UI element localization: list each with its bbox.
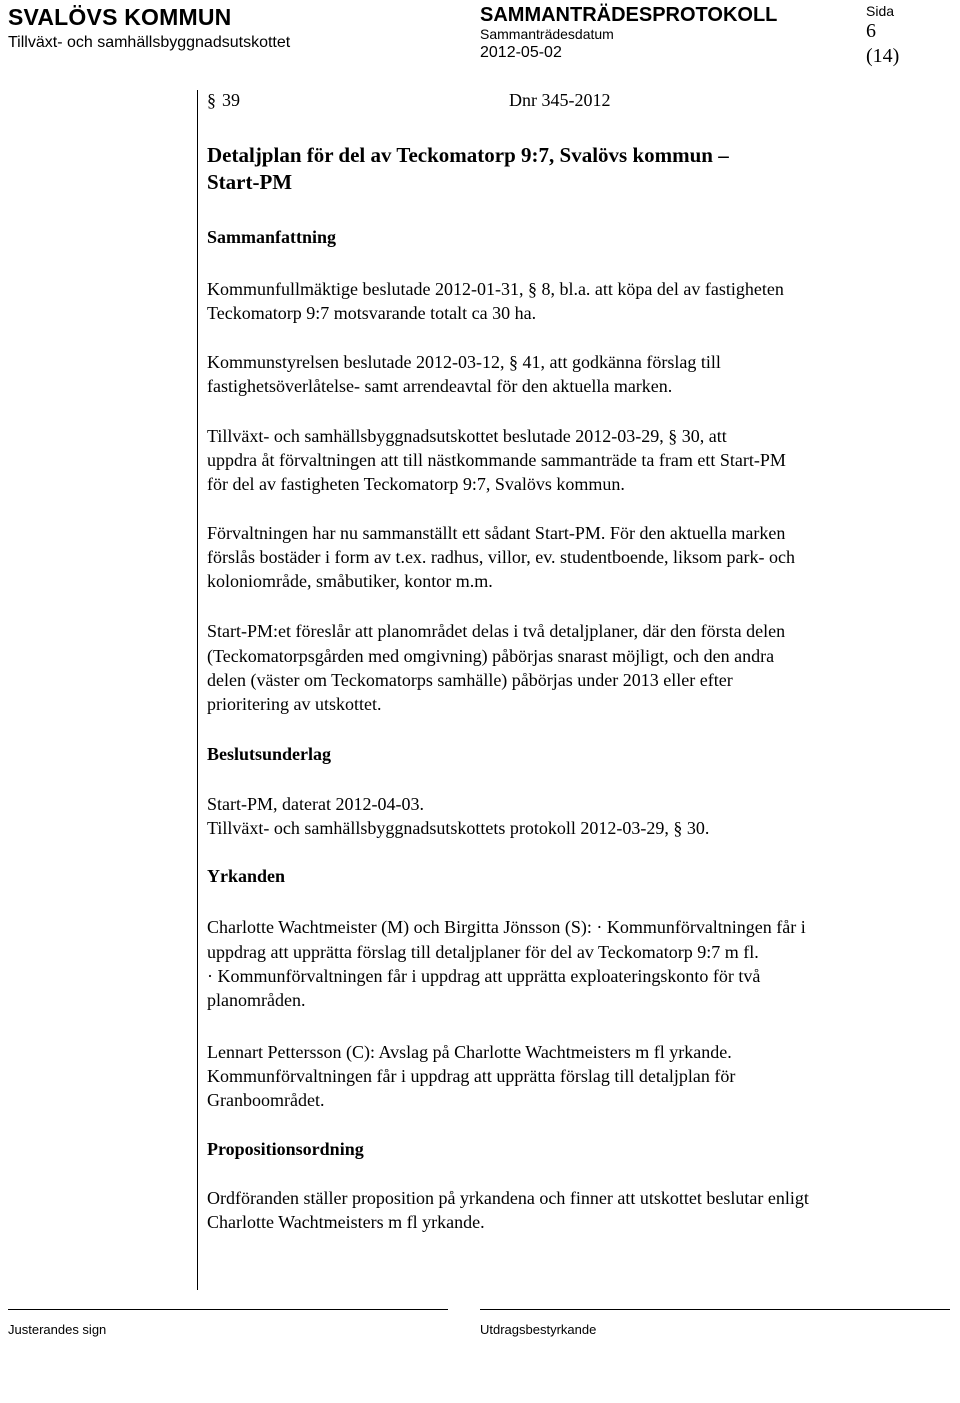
- case-number: Dnr 345-2012: [509, 90, 611, 110]
- summary-paragraph-2-line: fastighetsöverlåtelse- samt arrendeavtal för den aktuella marken.: [207, 376, 673, 396]
- summary-paragraph-5-line: Start-PM:et föreslår att planområdet delas i två detaljplaner, där den första delen: [207, 621, 786, 641]
- margin-rule: [197, 90, 198, 1290]
- summary-paragraph-1-line: Kommunfullmäktige beslutade 2012-01-31, § 8, bl.a. att köpa del av fastigheten: [207, 279, 784, 299]
- document-type: SAMMANTRÄDESPROTOKOLL: [480, 4, 778, 26]
- section-sign: §: [207, 90, 216, 110]
- committee-name: Tillväxt- och samhällsbyggnadsutskottet: [8, 34, 291, 51]
- order-line: Ordföranden ställer proposition på yrkandena och finner att utskottet beslutar enligt: [207, 1188, 809, 1208]
- summary-paragraph-5-line: delen (väster om Teckomatorps samhälle) påbörjas under 2013 eller efter: [207, 670, 733, 690]
- page-total: (14): [866, 45, 900, 67]
- summary-paragraph-4-line: koloniområde, småbutiker, kontor m.m.: [207, 571, 493, 591]
- page-number: 6: [866, 20, 876, 42]
- summary-paragraph-1-line: Teckomatorp 9:7 motsvarande totalt ca 30 ha.: [207, 303, 537, 323]
- claims-paragraph-2-line: Kommunförvaltningen får i uppdrag att upprätta förslag till detaljplan för: [207, 1066, 736, 1086]
- summary-paragraph-3-line: uppdra åt förvaltningen att till nästkommande sammanträde ta fram ett Start-PM: [207, 450, 786, 470]
- section-number: 39: [222, 90, 240, 110]
- case-title-cont: Start-PM: [207, 170, 293, 194]
- summary-paragraph-5-line: prioritering av utskottet.: [207, 694, 382, 714]
- page-label: Sida: [866, 3, 895, 19]
- certification-label: Utdragsbestyrkande: [480, 1322, 597, 1337]
- footer-rule-left: [8, 1309, 448, 1310]
- summary-paragraph-4-line: Förvaltningen har nu sammanställt ett sådant Start-PM. För den aktuella marken: [207, 523, 786, 543]
- basis-item: Start-PM, daterat 2012-04-03.: [207, 794, 424, 814]
- footer-rule-right: [480, 1309, 950, 1310]
- meeting-date-label: Sammanträdesdatum: [480, 26, 614, 42]
- org-name: SVALÖVS KOMMUN: [8, 4, 232, 30]
- summary-paragraph-3-line: för del av fastigheten Teckomatorp 9:7, Svalövs kommun.: [207, 474, 625, 494]
- claims-heading: Yrkanden: [207, 866, 286, 886]
- order-heading: Propositionsordning: [207, 1139, 364, 1159]
- claims-paragraph-2-line: Lennart Pettersson (C): Avslag på Charlotte Wachtmeisters m fl yrkande.: [207, 1042, 732, 1062]
- order-line: Charlotte Wachtmeisters m fl yrkande.: [207, 1212, 485, 1232]
- basis-item: Tillväxt- och samhällsbyggnadsutskottets protokoll 2012-03-29, § 30.: [207, 818, 710, 838]
- summary-paragraph-4-line: förslås bostäder i form av t.ex. radhus, villor, ev. studentboende, liksom park- och: [207, 547, 795, 567]
- claims-paragraph-2-line: Granboområdet.: [207, 1090, 325, 1110]
- summary-heading: Sammanfattning: [207, 227, 337, 247]
- case-title: Detaljplan för del av Teckomatorp 9:7, Svalövs kommun –: [207, 143, 729, 167]
- claims-paragraph-1-line: planområden.: [207, 990, 306, 1010]
- claims-paragraph-1-line: Charlotte Wachtmeister (M) och Birgitta Jönsson (S): · Kommunförvaltningen får i: [207, 917, 806, 937]
- summary-paragraph-5-line: (Teckomatorpsgården med omgivning) påbörjas snarast möjligt, och den andra: [207, 646, 775, 666]
- claims-paragraph-1-line: uppdrag att upprätta förslag till detaljplaner för del av Teckomatorp 9:7 m fl.: [207, 942, 759, 962]
- summary-paragraph-2-line: Kommunstyrelsen beslutade 2012-03-12, § 41, att godkänna förslag till: [207, 352, 721, 372]
- claims-paragraph-1-line: · Kommunförvaltningen får i uppdrag att upprätta exploateringskonto för två: [207, 966, 761, 986]
- summary-paragraph-3-line: Tillväxt- och samhällsbyggnadsutskottet beslutade 2012-03-29, § 30, att: [207, 426, 727, 446]
- basis-heading: Beslutsunderlag: [207, 744, 332, 764]
- meeting-date: 2012-05-02: [480, 44, 562, 61]
- signature-label: Justerandes sign: [8, 1322, 107, 1337]
